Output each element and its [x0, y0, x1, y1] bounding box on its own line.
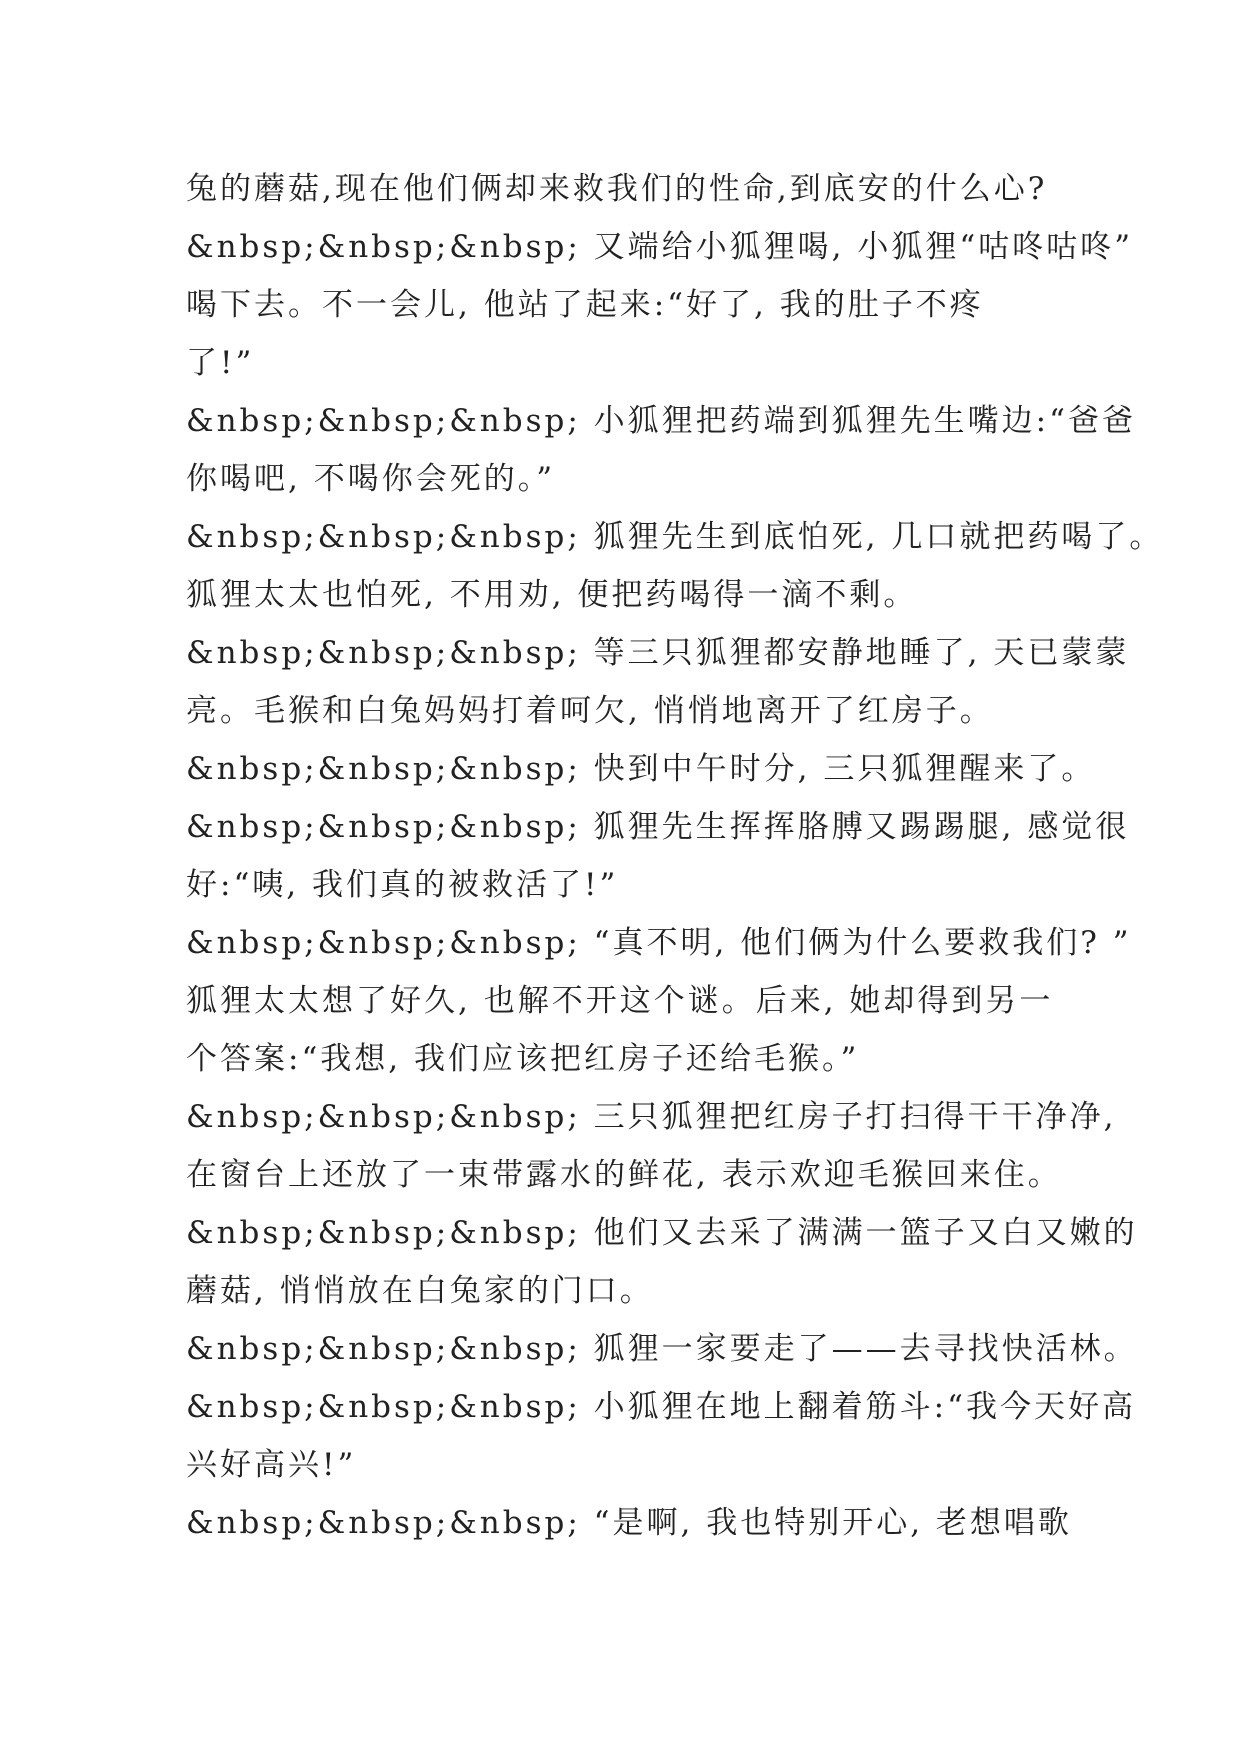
- text-line: 喝下去。不一会儿, 他站了起来:“好了, 我的肚子不疼: [186, 287, 984, 323]
- text-line: 在窗台上还放了一束带露水的鲜花, 表示欢迎毛猴回来住。: [186, 1157, 1062, 1193]
- text-line: &nbsp;&nbsp;&nbsp; 快到中午时分, 三只狐狸醒来了。: [186, 751, 1096, 787]
- text-line: &nbsp;&nbsp;&nbsp; 狐狸先生挥挥胳膊又踢踢腿, 感觉很: [186, 809, 1130, 845]
- text-line: 个答案:“我想, 我们应该把红房子还给毛猴。”: [186, 1041, 860, 1077]
- document-text-body: [186, 160, 1164, 1552]
- text-line: &nbsp;&nbsp;&nbsp; 小狐狸在地上翻着筋斗:“我今天好高: [186, 1389, 1136, 1425]
- text-line: &nbsp;&nbsp;&nbsp; “真不明, 他们俩为什么要救我们? ”: [186, 925, 1132, 961]
- text-line: 亮。毛猴和白兔妈妈打着呵欠, 悄悄地离开了红房子。: [186, 693, 994, 729]
- text-line: 好:“咦, 我们真的被救活了!”: [186, 867, 619, 903]
- text-line: &nbsp;&nbsp;&nbsp; 三只狐狸把红房子打扫得干干净净,: [186, 1099, 1117, 1135]
- text-line: 兴好高兴!”: [186, 1447, 357, 1483]
- text-line: &nbsp;&nbsp;&nbsp; 他们又去采了满满一篮子又白又嫩的: [186, 1215, 1138, 1251]
- text-line: 蘑菇, 悄悄放在白兔家的门口。: [186, 1273, 654, 1309]
- text-line: 兔的蘑菇,现在他们俩却来救我们的性命,到底安的什么心?: [186, 171, 1048, 207]
- text-line: 狐狸太太也怕死, 不用劝, 便把药喝得一滴不剩。: [186, 577, 918, 613]
- text-line: &nbsp;&nbsp;&nbsp; 等三只狐狸都安静地睡了, 天已蒙蒙: [186, 635, 1130, 671]
- text-line: 狐狸太太想了好久, 也解不开这个谜。后来, 她却得到另一: [186, 983, 1054, 1019]
- text-line: &nbsp;&nbsp;&nbsp; 狐狸一家要走了——去寻找快活林。: [186, 1331, 1138, 1367]
- text-line: &nbsp;&nbsp;&nbsp; 又端给小狐狸喝, 小狐狸“咕咚咕咚”: [186, 229, 1134, 265]
- text-line: &nbsp;&nbsp;&nbsp; “是啊, 我也特别开心, 老想唱歌: [186, 1505, 1072, 1541]
- text-line: &nbsp;&nbsp;&nbsp; 狐狸先生到底怕死, 几口就把药喝了。: [186, 519, 1164, 555]
- text-line: &nbsp;&nbsp;&nbsp; 小狐狸把药端到狐狸先生嘴边:“爸爸: [186, 403, 1136, 439]
- text-line: 了!”: [186, 345, 255, 381]
- text-line: 你喝吧, 不喝你会死的。”: [186, 461, 556, 497]
